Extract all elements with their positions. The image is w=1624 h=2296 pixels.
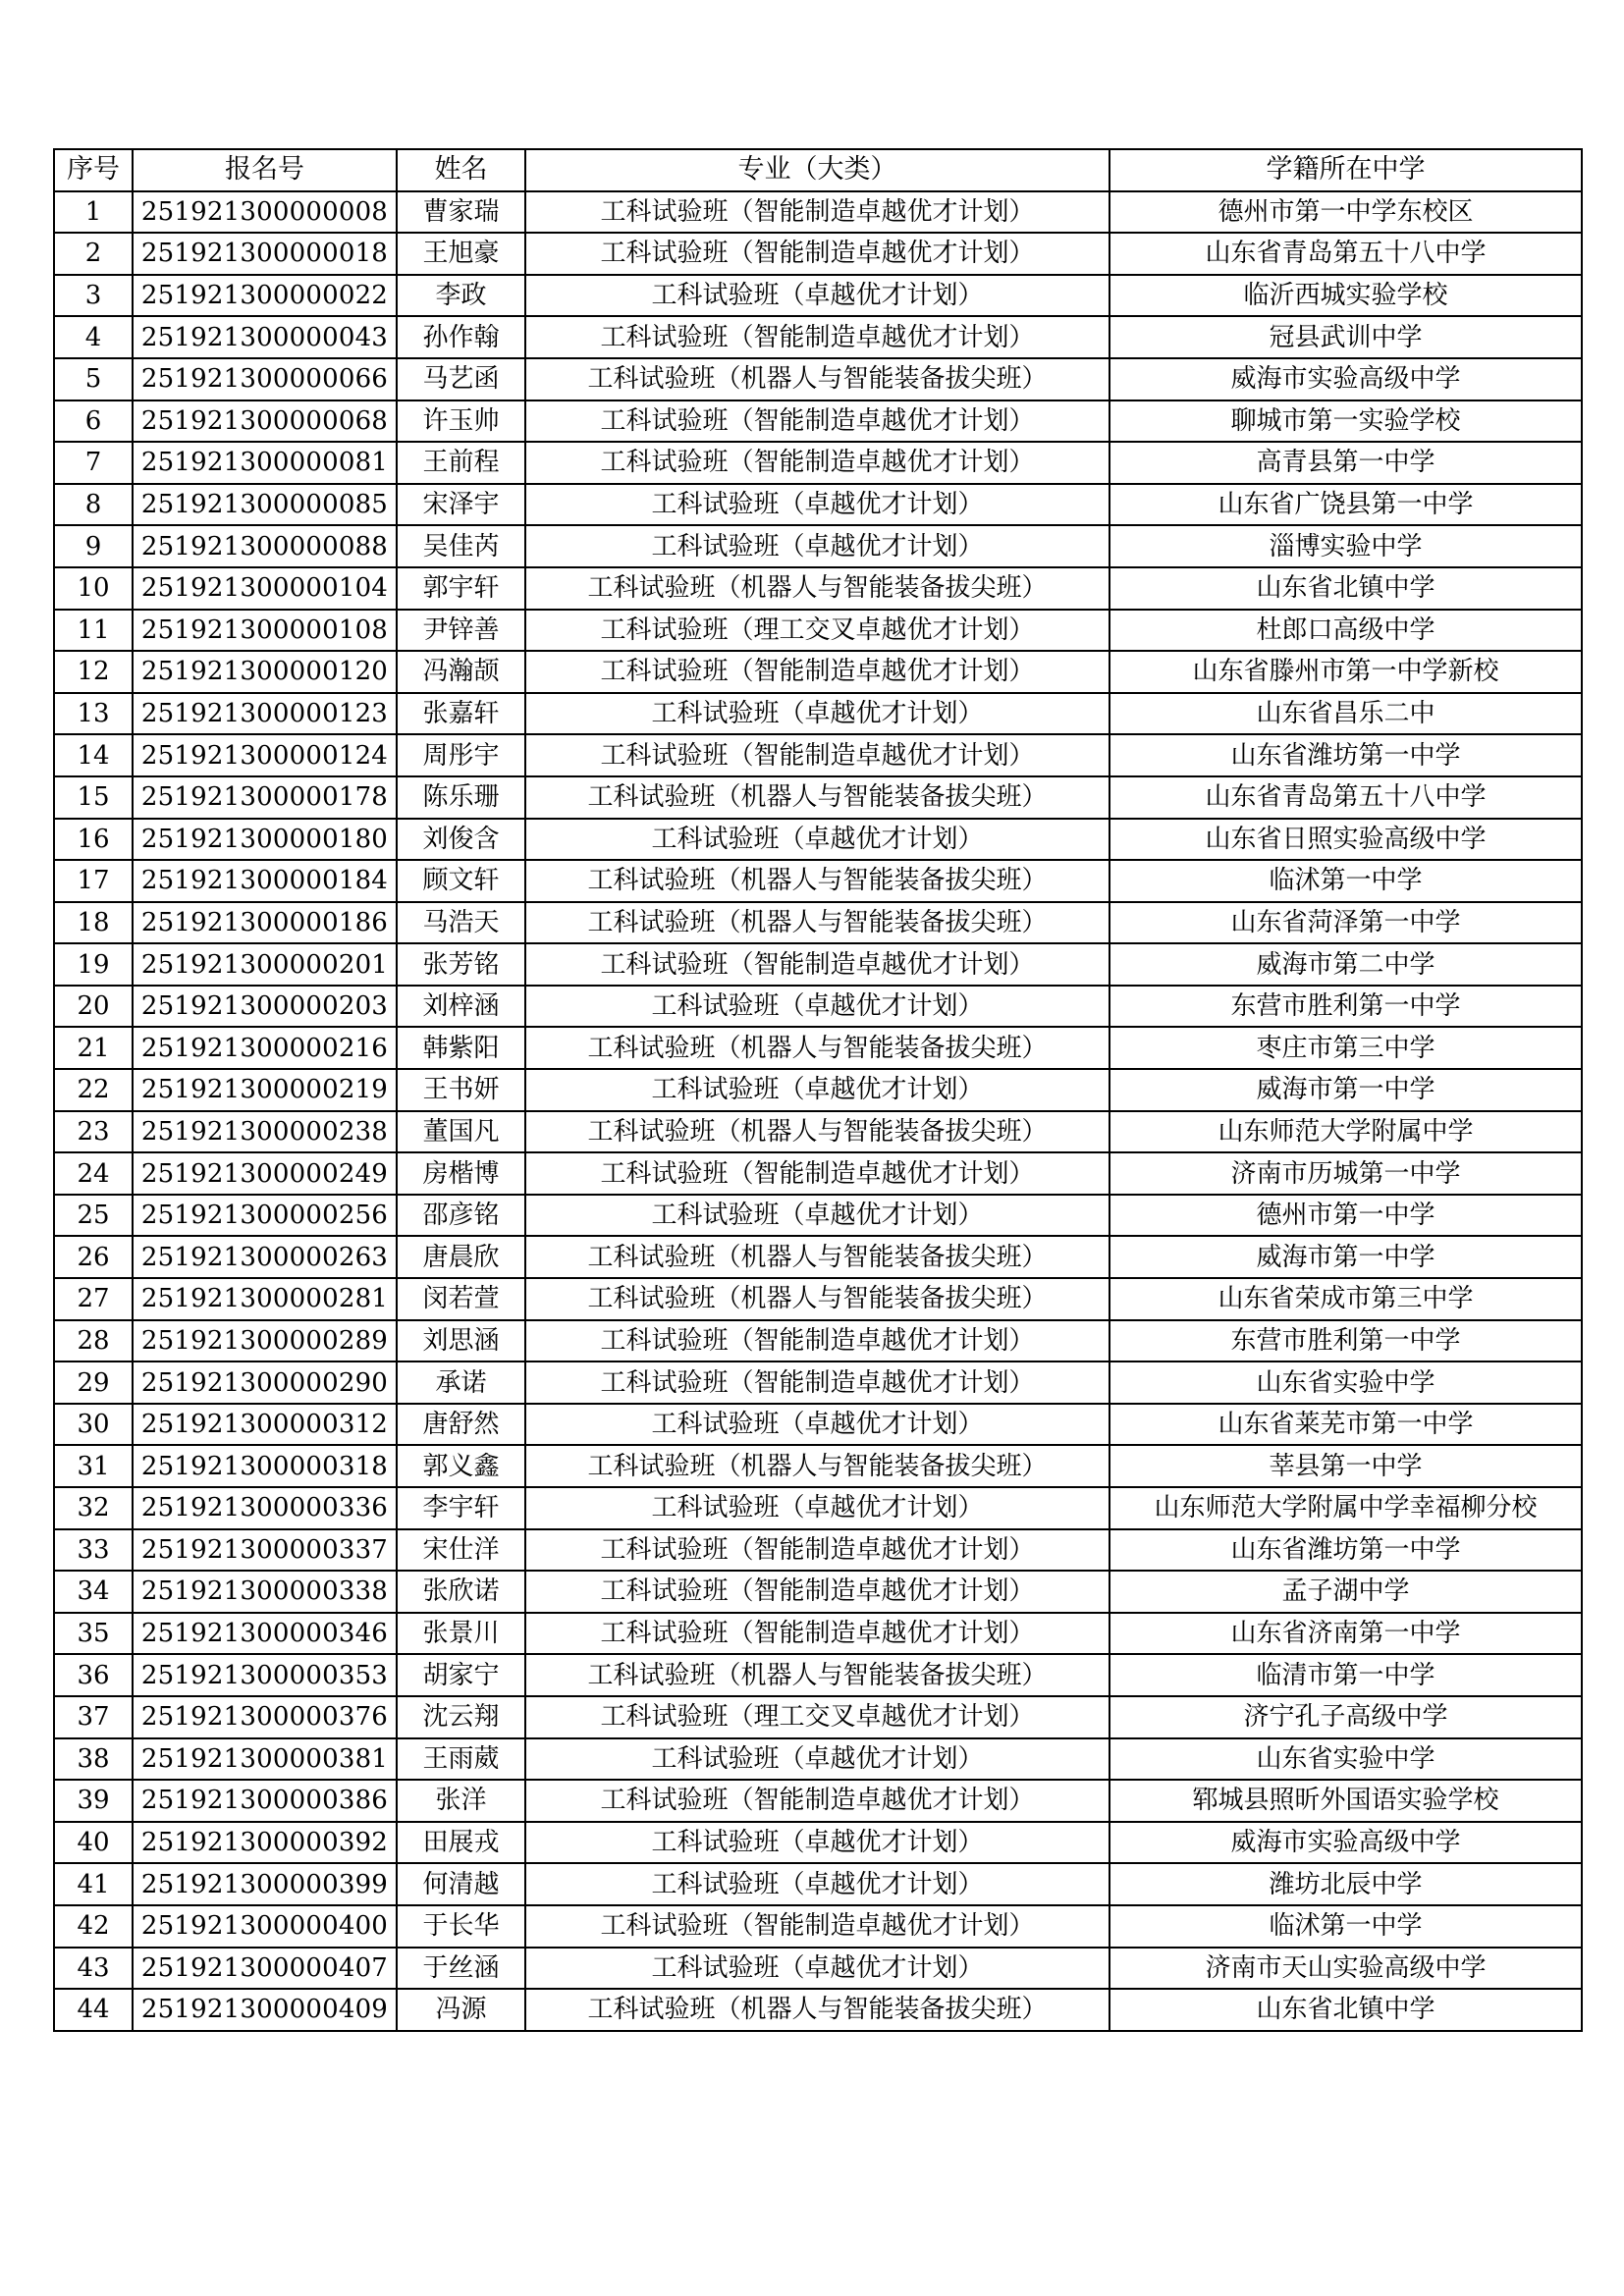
table-row	[54, 1696, 1582, 1738]
cell-seq: 32	[54, 1487, 133, 1529]
cell-name: 张景川	[397, 1613, 525, 1655]
cell-school: 淄博实验中学	[1110, 525, 1582, 567]
cell-school: 山东省广饶县第一中学	[1110, 484, 1582, 526]
cell-name: 闵若萱	[397, 1278, 525, 1320]
cell-school: 临沭第一中学	[1110, 860, 1582, 902]
cell-school: 山东省青岛第五十八中学	[1110, 776, 1582, 819]
cell-name: 刘思涵	[397, 1320, 525, 1362]
cell-reg: 251921300000068	[133, 400, 397, 443]
cell-school: 临清市第一中学	[1110, 1654, 1582, 1696]
cell-seq: 8	[54, 484, 133, 526]
cell-reg: 251921300000108	[133, 610, 397, 652]
cell-name: 曹家瑞	[397, 191, 525, 234]
cell-school: 山东省昌乐二中	[1110, 693, 1582, 735]
cell-reg: 251921300000386	[133, 1780, 397, 1822]
cell-school: 孟子湖中学	[1110, 1571, 1582, 1613]
cell-reg: 251921300000281	[133, 1278, 397, 1320]
cell-school: 临沂西城实验学校	[1110, 275, 1582, 317]
cell-name: 承诺	[397, 1362, 525, 1404]
cell-school: 德州市第一中学	[1110, 1195, 1582, 1237]
cell-seq: 38	[54, 1738, 133, 1781]
cell-reg: 251921300000018	[133, 233, 397, 275]
cell-reg: 251921300000337	[133, 1529, 397, 1572]
cell-reg: 251921300000318	[133, 1445, 397, 1487]
cell-major: 工科试验班（智能制造卓越优才计划）	[525, 734, 1110, 776]
table-row	[54, 986, 1582, 1028]
cell-name: 马艺函	[397, 358, 525, 400]
cell-name: 冯源	[397, 1989, 525, 2031]
cell-name: 王书妍	[397, 1069, 525, 1111]
cell-major: 工科试验班（机器人与智能装备拔尖班）	[525, 1989, 1110, 2031]
cell-name: 周彤宇	[397, 734, 525, 776]
cell-major: 工科试验班（智能制造卓越优才计划）	[525, 316, 1110, 358]
cell-reg: 251921300000104	[133, 567, 397, 610]
cell-name: 吴佳芮	[397, 525, 525, 567]
header-major: 专业（大类）	[525, 149, 1110, 191]
cell-major: 工科试验班（卓越优才计划）	[525, 819, 1110, 861]
cell-name: 郭义鑫	[397, 1445, 525, 1487]
table-row	[54, 734, 1582, 776]
header-reg: 报名号	[133, 149, 397, 191]
cell-seq: 25	[54, 1195, 133, 1237]
cell-reg: 251921300000289	[133, 1320, 397, 1362]
cell-major: 工科试验班（智能制造卓越优才计划）	[525, 1152, 1110, 1195]
cell-major: 工科试验班（卓越优才计划）	[525, 1738, 1110, 1781]
cell-seq: 12	[54, 651, 133, 693]
cell-school: 山东省实验中学	[1110, 1362, 1582, 1404]
cell-school: 济宁孔子高级中学	[1110, 1696, 1582, 1738]
table-row	[54, 1571, 1582, 1613]
cell-seq: 26	[54, 1236, 133, 1278]
cell-reg: 251921300000409	[133, 1989, 397, 2031]
cell-major: 工科试验班（机器人与智能装备拔尖班）	[525, 567, 1110, 610]
cell-seq: 29	[54, 1362, 133, 1404]
cell-major: 工科试验班（机器人与智能装备拔尖班）	[525, 776, 1110, 819]
table-body	[54, 191, 1582, 2031]
table-row	[54, 860, 1582, 902]
cell-reg: 251921300000400	[133, 1905, 397, 1948]
cell-school: 东营市胜利第一中学	[1110, 986, 1582, 1028]
cell-school: 冠县武训中学	[1110, 316, 1582, 358]
table-row	[54, 233, 1582, 275]
table-row	[54, 943, 1582, 986]
cell-seq: 15	[54, 776, 133, 819]
cell-reg: 251921300000081	[133, 442, 397, 484]
cell-school: 山东省荣成市第三中学	[1110, 1278, 1582, 1320]
cell-reg: 251921300000381	[133, 1738, 397, 1781]
cell-reg: 251921300000346	[133, 1613, 397, 1655]
table-row	[54, 1320, 1582, 1362]
cell-school: 东营市胜利第一中学	[1110, 1320, 1582, 1362]
cell-name: 孙作翰	[397, 316, 525, 358]
cell-name: 尹锌善	[397, 610, 525, 652]
table-row	[54, 651, 1582, 693]
table-row	[54, 1487, 1582, 1529]
cell-reg: 251921300000123	[133, 693, 397, 735]
table-row	[54, 1989, 1582, 2031]
cell-name: 张洋	[397, 1780, 525, 1822]
table-row	[54, 358, 1582, 400]
cell-name: 董国凡	[397, 1111, 525, 1153]
cell-name: 张嘉轩	[397, 693, 525, 735]
cell-name: 李政	[397, 275, 525, 317]
cell-major: 工科试验班（智能制造卓越优才计划）	[525, 943, 1110, 986]
cell-seq: 41	[54, 1863, 133, 1905]
cell-major: 工科试验班（卓越优才计划）	[525, 1069, 1110, 1111]
cell-school: 山东省潍坊第一中学	[1110, 1529, 1582, 1572]
cell-name: 沈云翔	[397, 1696, 525, 1738]
cell-major: 工科试验班（卓越优才计划）	[525, 986, 1110, 1028]
cell-major: 工科试验班（卓越优才计划）	[525, 693, 1110, 735]
cell-seq: 18	[54, 902, 133, 944]
cell-seq: 27	[54, 1278, 133, 1320]
cell-seq: 30	[54, 1404, 133, 1446]
cell-major: 工科试验班（智能制造卓越优才计划）	[525, 233, 1110, 275]
cell-seq: 22	[54, 1069, 133, 1111]
cell-reg: 251921300000238	[133, 1111, 397, 1153]
header-row	[54, 149, 1582, 191]
cell-school: 莘县第一中学	[1110, 1445, 1582, 1487]
cell-major: 工科试验班（卓越优才计划）	[525, 484, 1110, 526]
cell-seq: 10	[54, 567, 133, 610]
cell-name: 陈乐珊	[397, 776, 525, 819]
cell-school: 济南市历城第一中学	[1110, 1152, 1582, 1195]
cell-reg: 251921300000392	[133, 1822, 397, 1864]
cell-major: 工科试验班（卓越优才计划）	[525, 1487, 1110, 1529]
cell-seq: 24	[54, 1152, 133, 1195]
cell-name: 韩紫阳	[397, 1027, 525, 1069]
cell-reg: 251921300000066	[133, 358, 397, 400]
table-row	[54, 776, 1582, 819]
cell-name: 唐舒然	[397, 1404, 525, 1446]
table-row	[54, 819, 1582, 861]
cell-reg: 251921300000256	[133, 1195, 397, 1237]
cell-seq: 9	[54, 525, 133, 567]
table-row	[54, 693, 1582, 735]
cell-reg: 251921300000022	[133, 275, 397, 317]
cell-name: 张欣诺	[397, 1571, 525, 1613]
cell-reg: 251921300000180	[133, 819, 397, 861]
cell-name: 宋泽宇	[397, 484, 525, 526]
cell-major: 工科试验班（智能制造卓越优才计划）	[525, 1780, 1110, 1822]
table-row	[54, 1863, 1582, 1905]
table-row	[54, 1362, 1582, 1404]
cell-name: 田展戎	[397, 1822, 525, 1864]
cell-school: 山东省日照实验高级中学	[1110, 819, 1582, 861]
cell-name: 邵彦铭	[397, 1195, 525, 1237]
cell-seq: 6	[54, 400, 133, 443]
cell-seq: 37	[54, 1696, 133, 1738]
cell-name: 王雨葳	[397, 1738, 525, 1781]
cell-major: 工科试验班（理工交叉卓越优才计划）	[525, 1696, 1110, 1738]
cell-school: 济南市天山实验高级中学	[1110, 1948, 1582, 1990]
cell-name: 何清越	[397, 1863, 525, 1905]
table-row	[54, 1152, 1582, 1195]
table-row	[54, 1613, 1582, 1655]
table-row	[54, 610, 1582, 652]
cell-name: 许玉帅	[397, 400, 525, 443]
cell-seq: 39	[54, 1780, 133, 1822]
table-row	[54, 902, 1582, 944]
cell-major: 工科试验班（智能制造卓越优才计划）	[525, 191, 1110, 234]
cell-reg: 251921300000219	[133, 1069, 397, 1111]
cell-seq: 1	[54, 191, 133, 234]
cell-major: 工科试验班（机器人与智能装备拔尖班）	[525, 1236, 1110, 1278]
cell-seq: 3	[54, 275, 133, 317]
table-row	[54, 1654, 1582, 1696]
cell-reg: 251921300000085	[133, 484, 397, 526]
cell-reg: 251921300000008	[133, 191, 397, 234]
cell-reg: 251921300000203	[133, 986, 397, 1028]
cell-seq: 40	[54, 1822, 133, 1864]
cell-reg: 251921300000407	[133, 1948, 397, 1990]
cell-school: 威海市实验高级中学	[1110, 358, 1582, 400]
cell-seq: 17	[54, 860, 133, 902]
cell-name: 王前程	[397, 442, 525, 484]
cell-reg: 251921300000336	[133, 1487, 397, 1529]
cell-major: 工科试验班（智能制造卓越优才计划）	[525, 1613, 1110, 1655]
cell-major: 工科试验班（机器人与智能装备拔尖班）	[525, 358, 1110, 400]
cell-reg: 251921300000216	[133, 1027, 397, 1069]
cell-school: 山东师范大学附属中学	[1110, 1111, 1582, 1153]
cell-major: 工科试验班（卓越优才计划）	[525, 275, 1110, 317]
cell-seq: 28	[54, 1320, 133, 1362]
table-row	[54, 1822, 1582, 1864]
cell-major: 工科试验班（理工交叉卓越优才计划）	[525, 610, 1110, 652]
cell-name: 郭宇轩	[397, 567, 525, 610]
cell-school: 潍坊北辰中学	[1110, 1863, 1582, 1905]
header-seq: 序号	[54, 149, 133, 191]
cell-major: 工科试验班（智能制造卓越优才计划）	[525, 1320, 1110, 1362]
cell-major: 工科试验班（机器人与智能装备拔尖班）	[525, 1445, 1110, 1487]
cell-school: 山东省北镇中学	[1110, 1989, 1582, 2031]
cell-name: 胡家宁	[397, 1654, 525, 1696]
cell-name: 马浩天	[397, 902, 525, 944]
cell-school: 枣庄市第三中学	[1110, 1027, 1582, 1069]
cell-major: 工科试验班（机器人与智能装备拔尖班）	[525, 1027, 1110, 1069]
cell-seq: 35	[54, 1613, 133, 1655]
table-row	[54, 442, 1582, 484]
cell-major: 工科试验班（机器人与智能装备拔尖班）	[525, 902, 1110, 944]
cell-major: 工科试验班（机器人与智能装备拔尖班）	[525, 860, 1110, 902]
table-row	[54, 1948, 1582, 1990]
cell-reg: 251921300000376	[133, 1696, 397, 1738]
cell-reg: 251921300000184	[133, 860, 397, 902]
cell-major: 工科试验班（智能制造卓越优才计划）	[525, 442, 1110, 484]
header-name: 姓名	[397, 149, 525, 191]
cell-reg: 251921300000178	[133, 776, 397, 819]
table-row	[54, 191, 1582, 234]
cell-school: 威海市第一中学	[1110, 1236, 1582, 1278]
table-row	[54, 1111, 1582, 1153]
cell-seq: 33	[54, 1529, 133, 1572]
table-row	[54, 1738, 1582, 1781]
cell-school: 山东省菏泽第一中学	[1110, 902, 1582, 944]
table-row	[54, 1905, 1582, 1948]
cell-school: 郓城县照昕外国语实验学校	[1110, 1780, 1582, 1822]
cell-major: 工科试验班（智能制造卓越优才计划）	[525, 1905, 1110, 1948]
cell-school: 山东省济南第一中学	[1110, 1613, 1582, 1655]
table-row	[54, 1529, 1582, 1572]
cell-reg: 251921300000124	[133, 734, 397, 776]
cell-school: 威海市第一中学	[1110, 1069, 1582, 1111]
cell-reg: 251921300000312	[133, 1404, 397, 1446]
cell-school: 山东省北镇中学	[1110, 567, 1582, 610]
cell-seq: 20	[54, 986, 133, 1028]
cell-seq: 21	[54, 1027, 133, 1069]
cell-name: 宋仕洋	[397, 1529, 525, 1572]
cell-seq: 11	[54, 610, 133, 652]
cell-major: 工科试验班（卓越优才计划）	[525, 1822, 1110, 1864]
cell-reg: 251921300000186	[133, 902, 397, 944]
cell-school: 威海市第二中学	[1110, 943, 1582, 986]
cell-name: 房楷博	[397, 1152, 525, 1195]
cell-seq: 14	[54, 734, 133, 776]
cell-reg: 251921300000201	[133, 943, 397, 986]
cell-name: 于丝涵	[397, 1948, 525, 1990]
cell-seq: 31	[54, 1445, 133, 1487]
table-row	[54, 484, 1582, 526]
cell-seq: 44	[54, 1989, 133, 2031]
table-row	[54, 1404, 1582, 1446]
cell-school: 聊城市第一实验学校	[1110, 400, 1582, 443]
cell-seq: 13	[54, 693, 133, 735]
cell-major: 工科试验班（机器人与智能装备拔尖班）	[525, 1654, 1110, 1696]
cell-seq: 42	[54, 1905, 133, 1948]
cell-major: 工科试验班（卓越优才计划）	[525, 1948, 1110, 1990]
cell-name: 于长华	[397, 1905, 525, 1948]
table-row	[54, 567, 1582, 610]
cell-school: 山东师范大学附属中学幸福柳分校	[1110, 1487, 1582, 1529]
table-row	[54, 525, 1582, 567]
cell-major: 工科试验班（卓越优才计划）	[525, 1404, 1110, 1446]
cell-name: 刘梓涵	[397, 986, 525, 1028]
cell-school: 山东省滕州市第一中学新校	[1110, 651, 1582, 693]
cell-name: 李宇轩	[397, 1487, 525, 1529]
cell-major: 工科试验班（机器人与智能装备拔尖班）	[525, 1278, 1110, 1320]
cell-major: 工科试验班（智能制造卓越优才计划）	[525, 651, 1110, 693]
cell-name: 张芳铭	[397, 943, 525, 986]
cell-name: 王旭豪	[397, 233, 525, 275]
header-school: 学籍所在中学	[1110, 149, 1582, 191]
table-row	[54, 316, 1582, 358]
admission-list-table	[53, 148, 1583, 2032]
cell-major: 工科试验班（卓越优才计划）	[525, 1195, 1110, 1237]
table-row	[54, 1236, 1582, 1278]
cell-school: 德州市第一中学东校区	[1110, 191, 1582, 234]
table-row	[54, 1069, 1582, 1111]
cell-reg: 251921300000338	[133, 1571, 397, 1613]
cell-seq: 23	[54, 1111, 133, 1153]
cell-school: 高青县第一中学	[1110, 442, 1582, 484]
cell-name: 顾文轩	[397, 860, 525, 902]
cell-major: 工科试验班（智能制造卓越优才计划）	[525, 1571, 1110, 1613]
table-row	[54, 1027, 1582, 1069]
cell-school: 山东省青岛第五十八中学	[1110, 233, 1582, 275]
cell-school: 山东省潍坊第一中学	[1110, 734, 1582, 776]
cell-name: 唐晨欣	[397, 1236, 525, 1278]
cell-reg: 251921300000290	[133, 1362, 397, 1404]
cell-seq: 34	[54, 1571, 133, 1613]
cell-reg: 251921300000088	[133, 525, 397, 567]
table-row	[54, 275, 1582, 317]
cell-seq: 43	[54, 1948, 133, 1990]
cell-seq: 4	[54, 316, 133, 358]
cell-seq: 5	[54, 358, 133, 400]
cell-seq: 2	[54, 233, 133, 275]
cell-school: 临沭第一中学	[1110, 1905, 1582, 1948]
cell-school: 山东省莱芜市第一中学	[1110, 1404, 1582, 1446]
cell-reg: 251921300000263	[133, 1236, 397, 1278]
cell-seq: 16	[54, 819, 133, 861]
cell-reg: 251921300000120	[133, 651, 397, 693]
cell-name: 刘俊含	[397, 819, 525, 861]
cell-major: 工科试验班（智能制造卓越优才计划）	[525, 400, 1110, 443]
cell-reg: 251921300000353	[133, 1654, 397, 1696]
cell-reg: 251921300000043	[133, 316, 397, 358]
table-row	[54, 400, 1582, 443]
cell-seq: 36	[54, 1654, 133, 1696]
cell-school: 威海市实验高级中学	[1110, 1822, 1582, 1864]
cell-name: 冯瀚颉	[397, 651, 525, 693]
cell-reg: 251921300000249	[133, 1152, 397, 1195]
cell-reg: 251921300000399	[133, 1863, 397, 1905]
table-row	[54, 1445, 1582, 1487]
table-row	[54, 1195, 1582, 1237]
cell-major: 工科试验班（智能制造卓越优才计划）	[525, 1529, 1110, 1572]
table-row	[54, 1780, 1582, 1822]
cell-school: 杜郎口高级中学	[1110, 610, 1582, 652]
cell-major: 工科试验班（卓越优才计划）	[525, 1863, 1110, 1905]
cell-seq: 19	[54, 943, 133, 986]
table-row	[54, 1278, 1582, 1320]
cell-school: 山东省实验中学	[1110, 1738, 1582, 1781]
cell-major: 工科试验班（智能制造卓越优才计划）	[525, 1362, 1110, 1404]
cell-major: 工科试验班（机器人与智能装备拔尖班）	[525, 1111, 1110, 1153]
cell-seq: 7	[54, 442, 133, 484]
cell-major: 工科试验班（卓越优才计划）	[525, 525, 1110, 567]
